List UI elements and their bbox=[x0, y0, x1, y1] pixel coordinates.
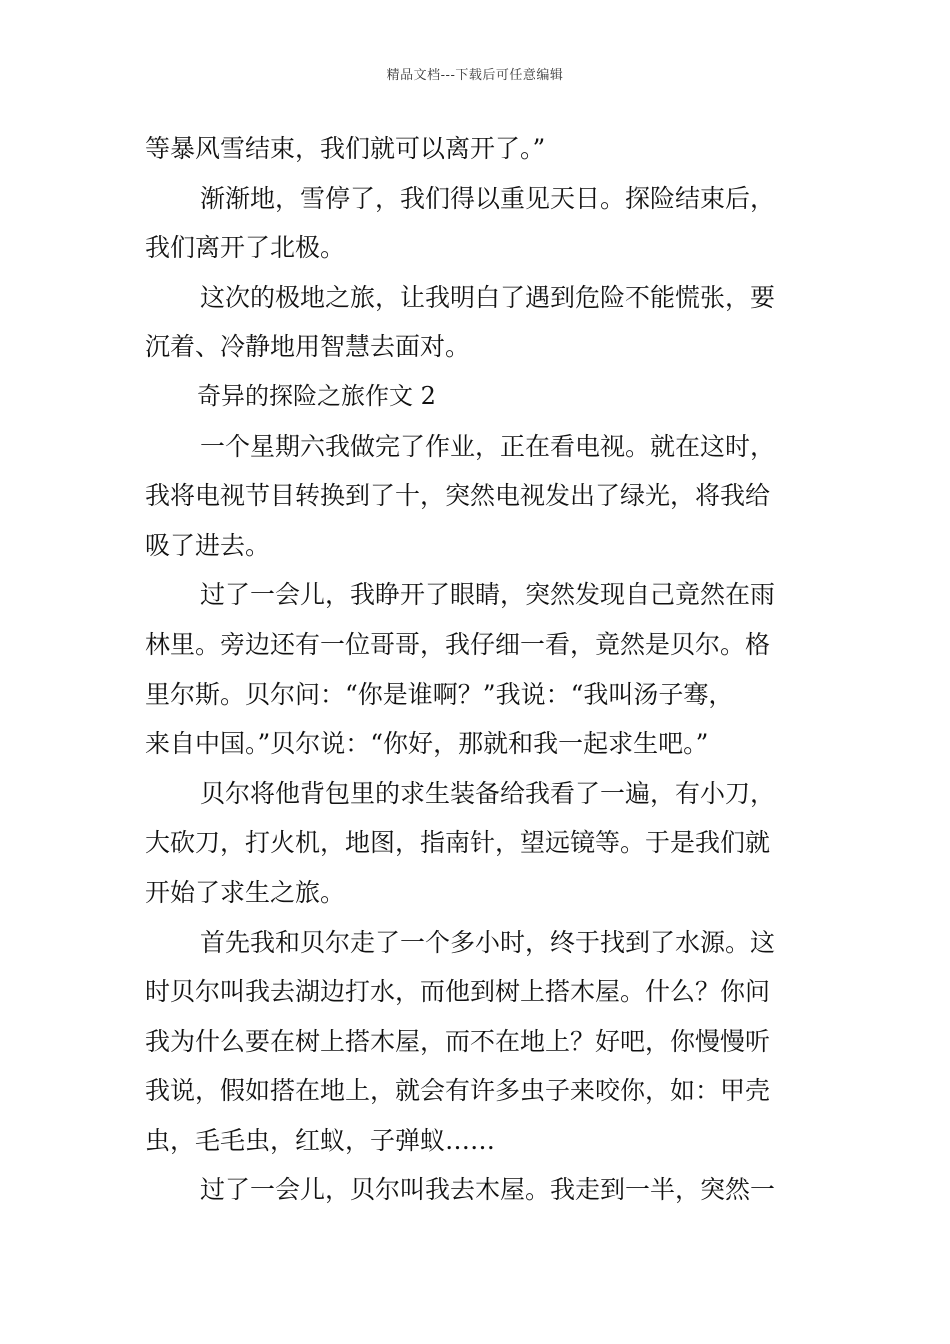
text-line: 里尔斯。贝尔问：“你是谁啊？”我说：“我叫汤子骞， bbox=[145, 679, 734, 709]
text-line: 吸了进去。 bbox=[145, 530, 271, 560]
text-line: 来自中国。”贝尔说：“你好，那就和我一起求生吧。” bbox=[145, 729, 709, 759]
page-header: 精品文档---下载后可任意编辑 bbox=[386, 68, 564, 83]
text-line: 虫，毛毛虫，红蚁，子弹蚁…… bbox=[145, 1125, 496, 1155]
text-line: 时贝尔叫我去湖边打水，而他到树上搭木屋。什么？你问 bbox=[145, 977, 771, 1007]
text-line: 渐渐地，雪停了，我们得以重见天日。探险结束后， bbox=[200, 183, 776, 213]
essay-subtitle: 奇异的探险之旅作文 2 bbox=[197, 381, 436, 410]
text-line: 一个星期六我做完了作业，正在看电视。就在这时， bbox=[200, 431, 776, 461]
text-line: 开始了求生之旅。 bbox=[145, 877, 346, 907]
text-line: 大砍刀，打火机，地图，指南针，望远镜等。于是我们就 bbox=[145, 828, 771, 858]
text-line: 这次的极地之旅，让我明白了遇到危险不能慌张，要 bbox=[200, 282, 776, 312]
document-body bbox=[145, 124, 810, 1215]
text-line: 我说，假如搭在地上，就会有许多虫子来咬你，如：甲壳 bbox=[145, 1076, 771, 1106]
text-line: 我将电视节目转换到了十，突然电视发出了绿光，将我给 bbox=[145, 481, 771, 511]
text-line: 首先我和贝尔走了一个多小时，终于找到了水源。这 bbox=[200, 927, 776, 957]
text-line: 等暴风雪结束，我们就可以离开了。” bbox=[145, 134, 546, 163]
text-line: 贝尔将他背包里的求生装备给我看了一遍，有小刀， bbox=[200, 778, 776, 808]
text-line: 我为什么要在树上搭木屋，而不在地上？好吧，你慢慢听 bbox=[145, 1026, 771, 1056]
text-line: 沉着、冷静地用智慧去面对。 bbox=[145, 332, 471, 362]
text-line: 林里。旁边还有一位哥哥，我仔细一看，竟然是贝尔。格 bbox=[145, 629, 771, 659]
text-line: 过了一会儿，我睁开了眼睛，突然发现自己竟然在雨 bbox=[200, 580, 776, 610]
text-line: 我们离开了北极。 bbox=[145, 233, 346, 263]
text-line: 过了一会儿，贝尔叫我去木屋。我走到一半，突然一 bbox=[200, 1175, 776, 1205]
